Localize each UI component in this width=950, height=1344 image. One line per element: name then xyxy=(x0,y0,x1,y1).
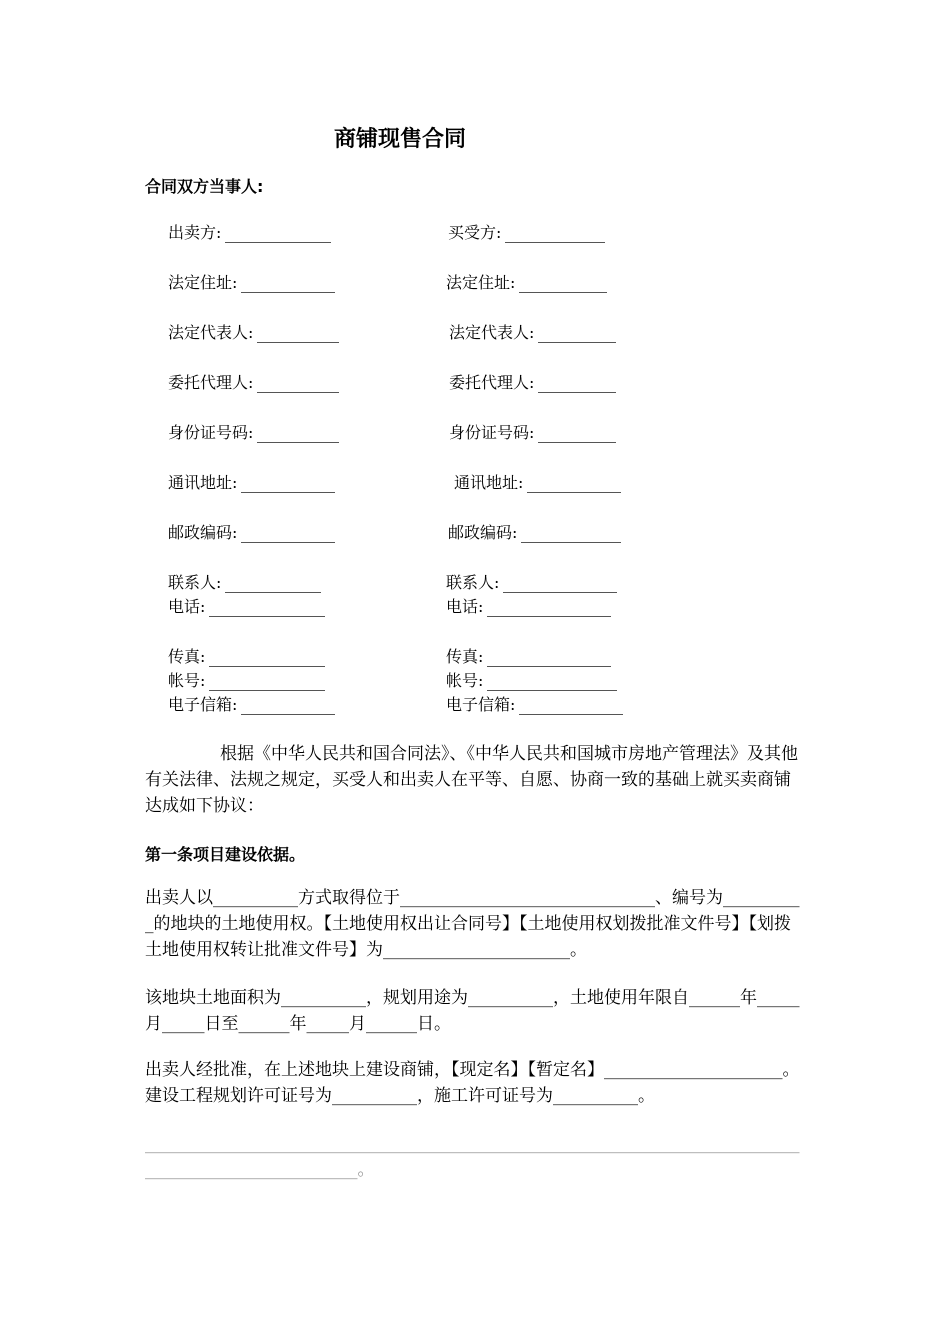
buyer-label: 买受方: xyxy=(448,223,502,242)
party-row-agent xyxy=(0,370,950,394)
buyer-contact-label: 联系人: xyxy=(446,573,500,592)
seller-agent-blank[interactable] xyxy=(257,376,339,393)
seller-account-label: 帐号: xyxy=(168,671,206,690)
buyer-fax-blank[interactable] xyxy=(487,650,611,667)
buyer-email-label: 电子信箱: xyxy=(446,695,516,714)
party-row-address xyxy=(0,270,950,294)
buyer-field xyxy=(448,220,605,243)
seller-legal-rep-blank[interactable] xyxy=(257,326,339,343)
seller-id-field xyxy=(168,420,339,443)
seller-address-field xyxy=(168,270,335,293)
seller-phone-label: 电话: xyxy=(168,597,206,616)
party-row-fax xyxy=(0,644,950,668)
buyer-contact-blank[interactable] xyxy=(503,576,617,593)
seller-email-label: 电子信箱: xyxy=(168,695,238,714)
buyer-legal-rep-label: 法定代表人: xyxy=(449,323,535,342)
seller-fax-field xyxy=(168,644,325,667)
party-row-mail-address xyxy=(0,470,950,494)
buyer-phone-label: 电话: xyxy=(446,597,484,616)
party-row-id-number xyxy=(0,420,950,444)
article1-paragraph-2: 该地块土地面积为__________，规划用途为__________，土地使用年限自______年_____月_____日至______年_____月______日。 xyxy=(145,988,800,1034)
seller-phone-field xyxy=(168,594,325,617)
parties-heading: 合同双方当事人: xyxy=(145,177,264,196)
buyer-legal-rep-blank[interactable] xyxy=(538,326,616,343)
party-row-email xyxy=(0,692,950,716)
seller-postcode-field xyxy=(168,520,335,543)
seller-postcode-label: 邮政编码: xyxy=(168,523,238,542)
page-title: 商铺现售合同 xyxy=(333,127,466,152)
buyer-agent-blank[interactable] xyxy=(538,376,616,393)
seller-postcode-blank[interactable] xyxy=(241,526,335,543)
buyer-email-field xyxy=(446,692,623,715)
buyer-postcode-blank[interactable] xyxy=(521,526,621,543)
seller-address-label: 法定住址: xyxy=(168,273,238,292)
seller-legal-rep-field xyxy=(168,320,339,343)
buyer-postcode-field xyxy=(448,520,621,543)
buyer-fax-label: 传真: xyxy=(446,647,484,666)
buyer-agent-label: 委托代理人: xyxy=(449,373,535,392)
intro-paragraph: 根据《中华人民共和国合同法》、《中华人民共和国城市房地产管理法》及其他有关法律、法规之规定，买受人和出卖人在平等、自愿、协商一致的基础上就买卖商铺达成如下协议： xyxy=(145,744,798,816)
seller-email-blank[interactable] xyxy=(241,698,335,715)
seller-legal-rep-label: 法定代表人: xyxy=(168,323,254,342)
buyer-phone-blank[interactable] xyxy=(487,600,611,617)
seller-account-blank[interactable] xyxy=(209,674,325,691)
party-row-contact xyxy=(0,570,950,594)
buyer-id-field xyxy=(449,420,616,443)
article1-paragraph-1: 出卖人以__________方式取得位于______________________________、编号为__________的地块的土地使用权。【土地使用权出让合同号】【土地使用权划拨批准文件号】【划拨土地使用权转让批准文件号】为______________________。 xyxy=(145,888,800,960)
buyer-id-blank[interactable] xyxy=(538,426,616,443)
seller-id-blank[interactable] xyxy=(257,426,339,443)
buyer-agent-field xyxy=(449,370,616,393)
seller-address-blank[interactable] xyxy=(241,276,335,293)
seller-email-field xyxy=(168,692,335,715)
seller-account-field xyxy=(168,668,325,691)
buyer-mail-address-blank[interactable] xyxy=(527,476,621,493)
party-row-postcode xyxy=(0,520,950,544)
buyer-postcode-label: 邮政编码: xyxy=(448,523,518,542)
seller-mail-address-label: 通讯地址: xyxy=(168,473,238,492)
seller-label: 出卖方: xyxy=(168,223,222,242)
seller-contact-label: 联系人: xyxy=(168,573,222,592)
party-row-account xyxy=(0,668,950,692)
seller-field xyxy=(168,220,331,243)
seller-mail-address-field xyxy=(168,470,335,493)
buyer-contact-field xyxy=(446,570,617,593)
party-row-seller-buyer xyxy=(0,220,950,244)
seller-mail-address-blank[interactable] xyxy=(241,476,335,493)
article1-paragraph-3: 出卖人经批准，在上述地块上建设商铺，【现定名】【暂定名】_____________________。建设工程规划许可证号为__________，施工许可证号为__________。 xyxy=(145,1060,800,1106)
buyer-address-field xyxy=(446,270,607,293)
seller-id-label: 身份证号码: xyxy=(168,423,254,442)
buyer-mail-address-field xyxy=(454,470,621,493)
seller-contact-field xyxy=(168,570,321,593)
party-row-phone xyxy=(0,594,950,618)
buyer-account-field xyxy=(446,668,617,691)
buyer-fax-field xyxy=(446,644,611,667)
buyer-address-blank[interactable] xyxy=(519,276,607,293)
seller-agent-field xyxy=(168,370,339,393)
buyer-id-label: 身份证号码: xyxy=(449,423,535,442)
article1-heading: 第一条项目建设依据。 xyxy=(145,845,306,864)
party-row-legal-rep xyxy=(0,320,950,344)
seller-blank[interactable] xyxy=(225,226,331,243)
buyer-phone-field xyxy=(446,594,611,617)
article1-paragraph-4: ______________________________________________________________________________________________________。 xyxy=(145,1134,800,1180)
buyer-legal-rep-field xyxy=(449,320,616,343)
buyer-email-blank[interactable] xyxy=(519,698,623,715)
seller-agent-label: 委托代理人: xyxy=(168,373,254,392)
seller-fax-blank[interactable] xyxy=(209,650,325,667)
seller-contact-blank[interactable] xyxy=(225,576,321,593)
seller-phone-blank[interactable] xyxy=(209,600,325,617)
buyer-account-blank[interactable] xyxy=(487,674,617,691)
buyer-mail-address-label: 通讯地址: xyxy=(454,473,524,492)
buyer-address-label: 法定住址: xyxy=(446,273,516,292)
seller-fax-label: 传真: xyxy=(168,647,206,666)
buyer-account-label: 帐号: xyxy=(446,671,484,690)
buyer-blank[interactable] xyxy=(505,226,605,243)
